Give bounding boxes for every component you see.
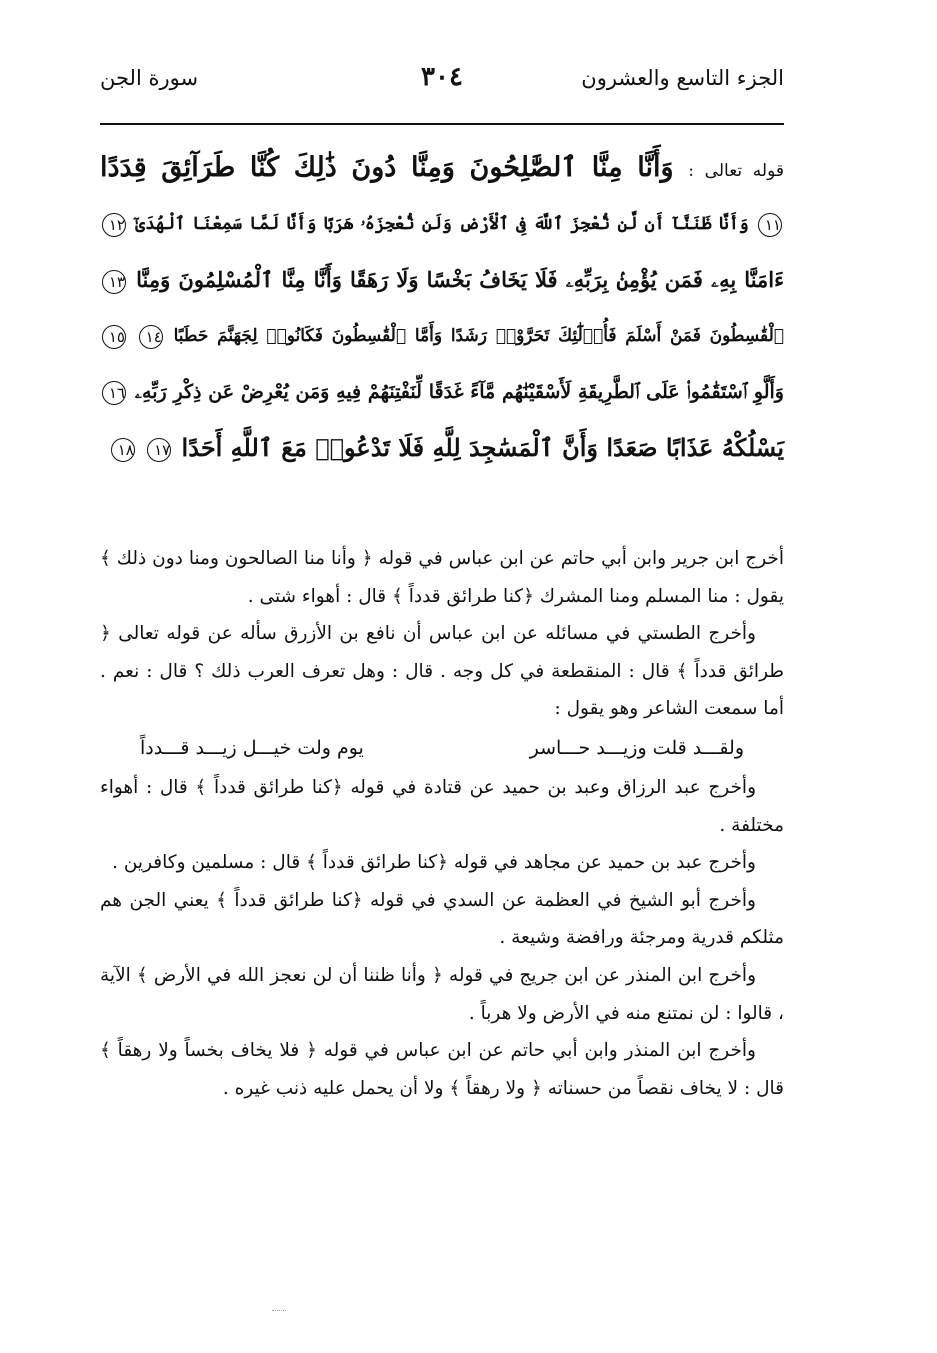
quran-line — [100, 196, 784, 252]
verse-second-hemistich: يوم ولت خيـــل زيـــد قـــدداً — [140, 736, 364, 759]
commentary-paragraph: وأخرج ابن المنذر عن ابن جريج في قوله ﴿ وأنا ظننا أن لن نعجز الله في الأرض ﴾ الآية ، قالوا : لن نمتنع منه في الأرض ولا هرباً . — [100, 964, 784, 1024]
quran-text: وَأَنَّا ظَنَنَّآ أَن لَّن نُّعْجِزَ ٱللَّهَ فِى ٱلْأَرْضِ وَلَن نُّعْجِزَهُۥ هَرَبًا وَأَنَّا لَمَّا سَمِعْنَا ٱلْهُدَىٰٓ — [135, 214, 749, 234]
part-title: الجزء التاسع والعشرون — [581, 66, 784, 90]
ayah-number: ١٧ — [147, 438, 171, 462]
quran-intro: قوله تعالى : — [688, 161, 784, 181]
header-rule — [100, 123, 784, 125]
commentary-paragraph: وأخرج الطستي في مسائله عن ابن عباس أن نافع بن الأزرق سأله عن قوله تعالى ﴿ طرائق قدداً ﴾ قال : المنقطعة في كل وجه . قال : وهل تعرف العرب ذلك ؟ قال : نعم . أما سمعت الشاعر وهو يقول : — [100, 623, 784, 720]
ayah-number: ١٨ — [111, 438, 135, 462]
quran-text: ءَامَنَّا بِهِۦ فَمَن يُؤْمِنۢ بِرَبِّهِۦ فَلَا يَخَافُ بَخْسًا وَلَا رَهَقًا وَأَنَّا مِنَّا ٱلْمُسْلِمُونَ وَمِنَّا — [136, 267, 785, 292]
ayah-number: ١٦ — [102, 381, 126, 405]
commentary-paragraph: وأخرج عبد بن حميد عن مجاهد في قوله ﴿كنا طرائق قدداً ﴾ قال : مسلمين وكافرين . — [112, 852, 756, 874]
commentary-paragraph: وأخرج ابن المنذر وابن أبي حاتم عن ابن عباس في قوله ﴿ فلا يخاف بخساً ولا رهقاً ﴾ قال : لا يخاف نقصاً من حسناته ﴿ ولا رهقاً ﴾ ولا أن يحمل عليه ذنب غيره . — [100, 1040, 784, 1099]
quran-text: يَسْلُكْهُ عَذَابًا صَعَدًا وَأَنَّ ٱلْمَسَٰجِدَ لِلَّهِ فَلَا تَدْعُوا۟ مَعَ ٱللَّهِ أَحَدًا — [181, 433, 784, 462]
poetry-verse — [100, 728, 784, 769]
quran-text: وَأَلَّوِ ٱسْتَقَٰمُوا۟ عَلَى ٱلطَّرِيقَةِ لَأَسْقَيْنَٰهُم مَّآءً غَدَقًا لِّنَفْتِنَهُمْ فِيهِ وَمَن يُعْرِضْ عَن ذِكْرِ رَبِّهِۦ — [134, 381, 784, 403]
quran-text: ٱلْقَٰسِطُونَ فَمَنْ أَسْلَمَ فَأُو۟لَٰٓئِكَ تَحَرَّوْا۟ رَشَدًا وَأَمَّا ٱلْقَٰسِطُونَ فَكَانُوا۟ لِجَهَنَّمَ حَطَبًا — [173, 326, 784, 346]
commentary-paragraph: وأخرج أبو الشيخ في العظمة عن السدي في قوله ﴿كنا طرائق قدداً ﴾ يعني الجن هم مثلكم قدرية ومرجئة ورافضة وشيعة . — [100, 889, 784, 949]
ayah-number: ١٥ — [102, 325, 126, 349]
commentary-paragraph: وأخرج عبد الرزاق وعبد بن حميد عن قتادة في قوله ﴿كنا طرائق قدداً ﴾ قال : أهواء مختلفة . — [100, 776, 784, 836]
commentary — [100, 540, 784, 1107]
quran-line — [100, 308, 784, 364]
surah-title: سورة الجن — [100, 66, 199, 90]
quran-text: وَأَنَّا مِنَّا ٱلصَّٰلِحُونَ وَمِنَّا دُونَ ذَٰلِكَ كُنَّا طَرَآئِقَ قِدَدًا — [100, 152, 674, 183]
ayah-number: ١٤ — [139, 325, 163, 349]
running-head — [100, 62, 784, 102]
ayah-number: ١٢ — [102, 213, 126, 237]
ayah-number: ١٣ — [102, 270, 126, 294]
page-number: ٣٠٤ — [421, 62, 463, 92]
quran-line — [109, 420, 784, 476]
verse-first-hemistich: ولقـــد قلت وزيـــد حـــاسر — [529, 736, 744, 759]
commentary-paragraph: أخرج ابن جرير وابن أبي حاتم عن ابن عباس في قوله ﴿ وأنا منا الصالحون ومنا دون ذلك ﴾ يقول : منا المسلم ومنا المشرك ﴿كنا طرائق قدداً ﴾ قال : أهواء شتى . — [100, 548, 784, 607]
ayah-number: ١١ — [758, 213, 782, 237]
quran-line — [100, 140, 784, 196]
scan-mark — [272, 1310, 286, 1312]
quran-line — [100, 252, 784, 308]
quran-line — [100, 364, 784, 420]
